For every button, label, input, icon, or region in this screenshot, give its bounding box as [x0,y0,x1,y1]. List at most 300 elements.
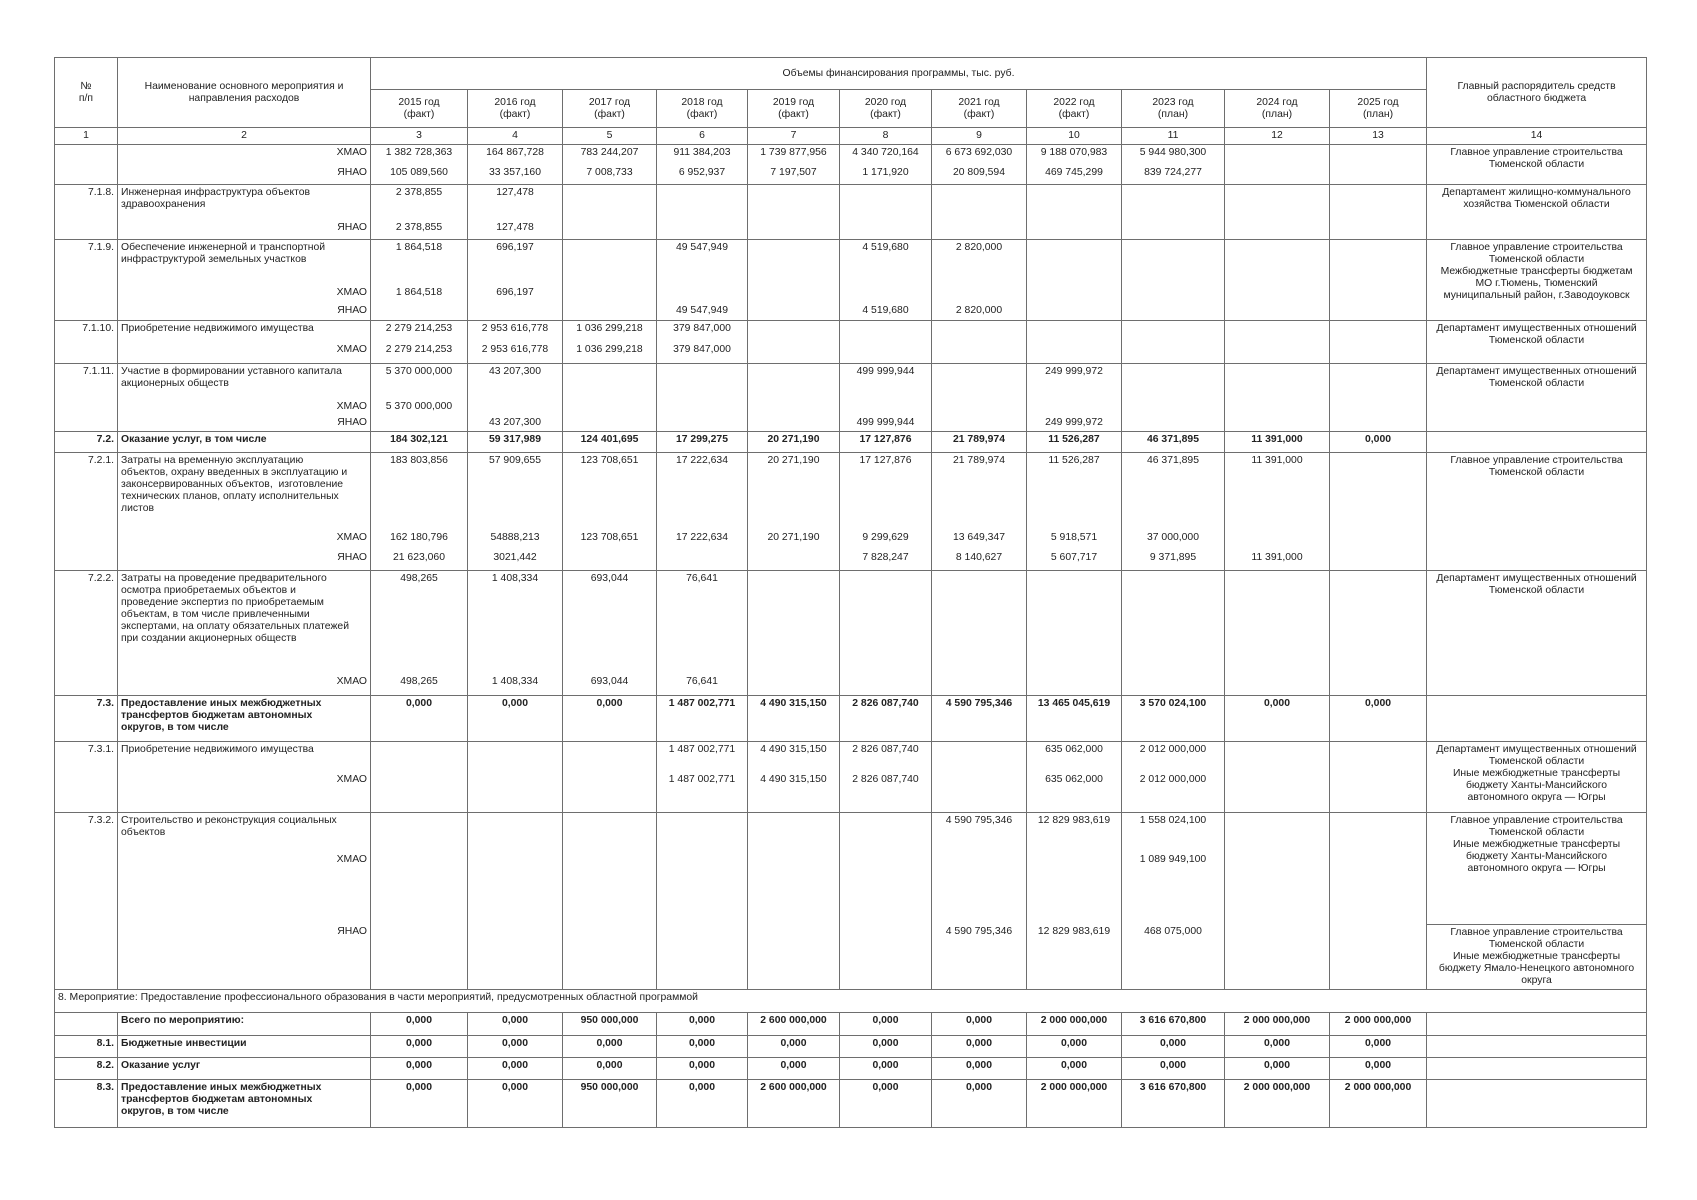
funding-value: 783 244,207 [563,145,657,165]
funding-value: 5 944 980,300 [1122,145,1225,165]
funding-value [1330,530,1427,550]
funding-value [840,220,932,240]
funding-value [1225,812,1330,852]
budget-distributor: Главное управление строительства Тюменской области Иные межбюджетные трансферты бюджету Ямало-Ненецкого автономного округа [1427,924,1647,989]
funding-value [657,364,748,399]
funding-value: 0,000 [371,1012,468,1035]
row-number: 8.2. [55,1057,118,1079]
header-budget-distributor: Главный распорядитель средств областного бюджета [1427,58,1647,128]
row-number: 7.1.9. [55,240,118,285]
header-year-kind: (факт) [499,108,531,120]
header-year-1 [371,90,468,128]
funding-value [1330,741,1427,772]
row-number: 8.3. [55,1079,118,1127]
funding-value: 6 673 692,030 [932,145,1027,165]
funding-value [468,772,563,812]
funding-value: 1 382 728,363 [371,145,468,165]
funding-value: 2 826 087,740 [840,695,932,741]
row-number: 7.3. [55,695,118,741]
funding-value [748,364,840,399]
header-year-label: 2024 год [1256,96,1298,108]
funding-value [748,924,840,989]
row-number: 7.2.2. [55,570,118,674]
table-row [55,550,1647,570]
funding-value [1027,185,1122,220]
funding-value: 0,000 [371,1035,468,1057]
funding-value: 1 408,334 [468,674,563,695]
row-number-cell [55,852,118,924]
row-number: 7.1.10. [55,321,118,342]
funding-value [1225,285,1330,303]
funding-value: 184 302,121 [371,431,468,452]
table-row [55,415,1647,432]
header-year-3 [563,90,657,128]
funding-value: 17 127,876 [840,452,932,530]
activity-name: Затраты на временную эксплуатацию объектов, охрану введенных в эксплуатацию и законсервированных объектов, изготовление технических планов, оплату исполнительных листов [118,452,371,530]
table-row [55,185,1647,220]
funding-value: 2 953 616,778 [468,321,563,342]
funding-value: 499 999,944 [840,415,932,432]
table-row [55,530,1647,550]
budget-distributor: Главное управление строительства Тюменской области Иные межбюджетные трансферты бюджету Ханты-Мансийского автономного округа — Югры [1427,812,1647,924]
funding-value: 950 000,000 [563,1079,657,1127]
funding-value: 468 075,000 [1122,924,1225,989]
funding-value: 3 570 024,100 [1122,695,1225,741]
funding-value [1225,165,1330,185]
region-label: ЯНАО [118,303,371,321]
funding-value [748,342,840,364]
funding-value: 4 340 720,164 [840,145,932,165]
header-activity-name: Наименование основного мероприятия и направления расходов [118,58,371,128]
column-number: 2 [118,128,371,145]
funding-value: 3 616 670,800 [1122,1012,1225,1035]
funding-value: 3021,442 [468,550,563,570]
header-year-4 [657,90,748,128]
budget-distributor [1427,1079,1647,1127]
funding-value: 9 188 070,983 [1027,145,1122,165]
funding-value [1122,364,1225,399]
funding-value: 0,000 [468,1035,563,1057]
funding-value [1225,852,1330,924]
column-number: 7 [748,128,840,145]
column-number: 10 [1027,128,1122,145]
funding-value [748,415,840,432]
funding-value [932,772,1027,812]
funding-value [1330,570,1427,674]
funding-value [468,852,563,924]
funding-value: 127,478 [468,220,563,240]
funding-value: 127,478 [468,185,563,220]
funding-value: 499 999,944 [840,364,932,399]
column-number: 9 [932,128,1027,145]
funding-value: 0,000 [748,1035,840,1057]
funding-value: 1 487 002,771 [657,695,748,741]
funding-value [1330,240,1427,285]
row-number-cell [55,550,118,570]
funding-value: 0,000 [840,1057,932,1079]
table-row [55,812,1647,852]
row-number-cell [55,342,118,364]
budget-distributor: Департамент имущественных отношений Тюменской области [1427,570,1647,695]
header-year-label: 2021 год [958,96,1000,108]
funding-value: 249 999,972 [1027,364,1122,399]
header-year-label: 2025 год [1357,96,1399,108]
funding-value [563,303,657,321]
budget-distributor: Департамент имущественных отношений Тюменской области [1427,364,1647,432]
table-body [55,145,1647,1128]
funding-value: 20 271,190 [748,431,840,452]
funding-value [563,812,657,852]
funding-value [1330,165,1427,185]
row-number: 7.2. [55,431,118,452]
column-number: 5 [563,128,657,145]
funding-value: 7 197,507 [748,165,840,185]
funding-value: 2 000 000,000 [1225,1079,1330,1127]
funding-value [1225,674,1330,695]
header-year-11 [1330,90,1427,128]
funding-value: 1 036 299,218 [563,342,657,364]
funding-value: 2 820,000 [932,303,1027,321]
table-row [55,570,1647,674]
funding-value [840,185,932,220]
funding-value: 498,265 [371,570,468,674]
activity-name: Затраты на проведение предварительного осмотра приобретаемых объектов и проведение экспертиз по приобретаемым объектам, в том числе привлеченными экспертами, на оплату обязательных платежей при создании акционерных обществ [118,570,371,674]
funding-value [1330,399,1427,415]
funding-value [371,852,468,924]
funding-value [748,285,840,303]
funding-value: 0,000 [563,695,657,741]
row-number-cell [55,530,118,550]
funding-value: 21 623,060 [371,550,468,570]
activity-name: Оказание услуг, в том числе [118,431,371,452]
funding-value: 17 127,876 [840,431,932,452]
table-row [55,1035,1647,1057]
funding-value [1330,185,1427,220]
funding-value [468,924,563,989]
funding-value [563,364,657,399]
region-label: ЯНАО [118,550,371,570]
budget-distributor [1427,431,1647,452]
funding-value: 0,000 [657,1057,748,1079]
table-header [55,58,1647,145]
funding-value: 0,000 [840,1012,932,1035]
funding-value: 9 371,895 [1122,550,1225,570]
funding-value: 0,000 [371,695,468,741]
funding-value [1122,342,1225,364]
funding-value: 1 408,334 [468,570,563,674]
table-row [55,431,1647,452]
region-label: ХМАО [118,852,371,924]
column-number: 13 [1330,128,1427,145]
header-year-kind: (план) [1261,108,1293,120]
funding-value: 693,044 [563,570,657,674]
funding-value: 46 371,895 [1122,431,1225,452]
row-number-cell [55,145,118,165]
funding-value [748,812,840,852]
funding-value: 0,000 [371,1057,468,1079]
region-label: ХМАО [118,145,371,165]
funding-value: 635 062,000 [1027,741,1122,772]
funding-value [932,415,1027,432]
region-label: ЯНАО [118,220,371,240]
funding-value: 2 600 000,000 [748,1012,840,1035]
activity-name: Предоставление иных межбюджетных трансфертов бюджетам автономных округов, в том числе [118,1079,371,1127]
funding-value: 1 487 002,771 [657,772,748,812]
funding-value [932,321,1027,342]
activity-name: Инженерная инфраструктура объектов здравоохранения [118,185,371,220]
funding-value [1330,772,1427,812]
funding-value: 76,641 [657,674,748,695]
row-number-cell [55,165,118,185]
funding-value [657,812,748,852]
funding-value: 0,000 [1027,1057,1122,1079]
funding-value: 183 803,856 [371,452,468,530]
funding-value: 2 012 000,000 [1122,772,1225,812]
funding-value: 1 558 024,100 [1122,812,1225,852]
column-number: 12 [1225,128,1330,145]
column-number: 4 [468,128,563,145]
funding-value [932,285,1027,303]
funding-value [563,550,657,570]
funding-value: 0,000 [657,1035,748,1057]
funding-value [840,285,932,303]
funding-value: 1 036 299,218 [563,321,657,342]
funding-value: 379 847,000 [657,321,748,342]
funding-value [1330,321,1427,342]
funding-value: 2 953 616,778 [468,342,563,364]
activity-name: Строительство и реконструкция социальных объектов [118,812,371,852]
region-label: ХМАО [118,674,371,695]
funding-value: 1 864,518 [371,240,468,285]
activity-name: Приобретение недвижимого имущества [118,321,371,342]
header-year-7 [932,90,1027,128]
funding-value: 2 820,000 [932,240,1027,285]
row-number: 7.3.1. [55,741,118,772]
funding-value [657,852,748,924]
funding-value [563,399,657,415]
funding-value: 2 000 000,000 [1330,1012,1427,1035]
funding-value: 4 590 795,346 [932,812,1027,852]
region-label: ЯНАО [118,415,371,432]
funding-value: 0,000 [468,1057,563,1079]
funding-value: 162 180,796 [371,530,468,550]
funding-value [371,415,468,432]
funding-value: 2 826 087,740 [840,772,932,812]
table-row [55,240,1647,285]
funding-value: 5 607,717 [1027,550,1122,570]
funding-value [932,342,1027,364]
funding-value: 0,000 [1225,1057,1330,1079]
header-year-kind: (план) [1362,108,1394,120]
funding-value: 2 826 087,740 [840,741,932,772]
header-year-kind: (факт) [963,108,995,120]
funding-value: 1 864,518 [371,285,468,303]
table-row [55,1012,1647,1035]
funding-value [1225,530,1330,550]
funding-value: 6 952,937 [657,165,748,185]
funding-value [1225,220,1330,240]
header-year-6 [840,90,932,128]
funding-value [1027,321,1122,342]
header-year-label: 2015 год [398,96,440,108]
funding-value [1027,399,1122,415]
funding-value [840,342,932,364]
funding-value [1330,415,1427,432]
row-number-cell [55,303,118,321]
funding-value: 8 140,627 [932,550,1027,570]
funding-value [840,399,932,415]
funding-value [1122,399,1225,415]
table-row [55,321,1647,342]
funding-value: 4 590 795,346 [932,695,1027,741]
funding-value [1225,303,1330,321]
table-row [55,303,1647,321]
row-number-cell [55,772,118,812]
header-year-8 [1027,90,1122,128]
header-year-label: 2016 год [494,96,536,108]
region-label: ХМАО [118,772,371,812]
funding-value: 21 789,974 [932,452,1027,530]
activity-name: Обеспечение инженерной и транспортной инфраструктурой земельных участков [118,240,371,285]
funding-value [1225,415,1330,432]
funding-value: 5 918,571 [1027,530,1122,550]
funding-value: 2 279 214,253 [371,342,468,364]
funding-value: 20 809,594 [932,165,1027,185]
funding-value: 0,000 [1225,1035,1330,1057]
funding-value [563,741,657,772]
funding-value: 11 391,000 [1225,550,1330,570]
funding-value: 1 171,920 [840,165,932,185]
funding-value [932,220,1027,240]
funding-value [657,924,748,989]
funding-value [932,852,1027,924]
funding-value [468,399,563,415]
funding-value [1330,550,1427,570]
funding-value [1225,741,1330,772]
header-funding-volume: Объемы финансирования программы, тыс. руб. [371,58,1427,90]
funding-value [932,741,1027,772]
funding-value [748,399,840,415]
funding-value: 3 616 670,800 [1122,1079,1225,1127]
header-year-kind: (факт) [1058,108,1090,120]
row-number: 7.2.1. [55,452,118,530]
row-number [55,1012,118,1035]
funding-value [1330,342,1427,364]
funding-value: 0,000 [1330,695,1427,741]
table-row [55,399,1647,415]
funding-value [1330,812,1427,852]
table-row [55,165,1647,185]
funding-value: 7 828,247 [840,550,932,570]
funding-value [657,220,748,240]
funding-value [840,924,932,989]
funding-value [563,220,657,240]
funding-value [1122,570,1225,674]
funding-value: 249 999,972 [1027,415,1122,432]
row-number-cell [55,220,118,240]
table-row [55,695,1647,741]
funding-value [1122,240,1225,285]
funding-value: 105 089,560 [371,165,468,185]
row-number-cell [55,415,118,432]
funding-value [1330,303,1427,321]
row-number: 7.3.2. [55,812,118,852]
funding-value: 2 000 000,000 [1225,1012,1330,1035]
funding-value: 4 519,680 [840,303,932,321]
region-label: ХМАО [118,530,371,550]
table-row [55,364,1647,399]
funding-value [563,772,657,812]
funding-value: 123 708,651 [563,530,657,550]
funding-value: 43 207,300 [468,415,563,432]
funding-value: 17 222,634 [657,452,748,530]
column-number: 14 [1427,128,1647,145]
funding-value: 21 789,974 [932,431,1027,452]
funding-value: 4 519,680 [840,240,932,285]
funding-value [932,570,1027,674]
funding-value [1225,570,1330,674]
activity-name: Участие в формировании уставного капитала акционерных обществ [118,364,371,399]
funding-value: 0,000 [932,1057,1027,1079]
budget-distributor [1427,1057,1647,1079]
funding-value: 12 829 983,619 [1027,924,1122,989]
funding-value [1027,240,1122,285]
funding-value [563,240,657,285]
funding-value: 0,000 [748,1057,840,1079]
budget-sheet [54,57,1647,1128]
funding-value [468,303,563,321]
funding-value: 13 465 045,619 [1027,695,1122,741]
header-year-kind: (план) [1157,108,1189,120]
funding-value [932,185,1027,220]
funding-table [54,57,1647,1128]
funding-value: 2 378,855 [371,185,468,220]
funding-value: 5 370 000,000 [371,399,468,415]
funding-value [1122,220,1225,240]
funding-value [840,674,932,695]
funding-value: 7 008,733 [563,165,657,185]
funding-value [1330,924,1427,989]
funding-value [748,220,840,240]
table-row [55,989,1647,1012]
funding-value [657,285,748,303]
table-row [55,342,1647,364]
funding-value: 0,000 [840,1035,932,1057]
funding-value: 76,641 [657,570,748,674]
funding-value [1225,185,1330,220]
funding-value [1330,285,1427,303]
header-year-kind: (факт) [778,108,809,120]
funding-value [371,924,468,989]
funding-value [563,924,657,989]
funding-value: 0,000 [840,1079,932,1127]
column-number: 3 [371,128,468,145]
funding-value [563,415,657,432]
budget-distributor: Департамент имущественных отношений Тюменской области [1427,321,1647,364]
funding-value [1027,342,1122,364]
funding-value: 124 401,695 [563,431,657,452]
funding-value [657,399,748,415]
funding-value [840,852,932,924]
funding-value: 43 207,300 [468,364,563,399]
funding-value [748,550,840,570]
funding-value: 0,000 [657,1079,748,1127]
funding-value: 950 000,000 [563,1012,657,1035]
funding-value: 0,000 [932,1035,1027,1057]
funding-value: 0,000 [657,1012,748,1035]
funding-value [748,321,840,342]
budget-distributor [1427,1012,1647,1035]
